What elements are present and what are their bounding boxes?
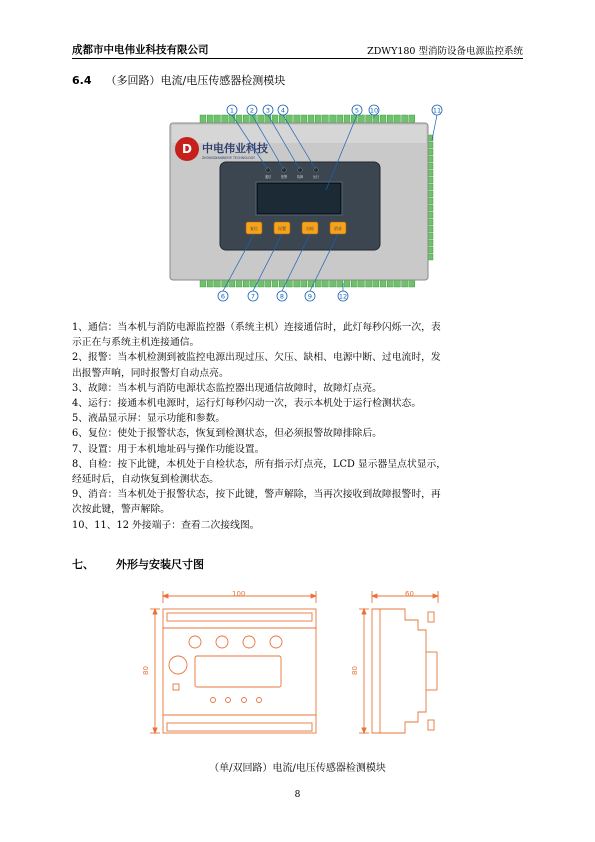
list-item-line: 次按此键，警声解除。 (72, 504, 170, 516)
callout-number: 10 (369, 106, 379, 115)
header-company: 成都市中电伟业科技有限公司 (72, 44, 209, 56)
svg-text:D: D (182, 142, 192, 156)
front-width-label: 100 (232, 590, 246, 598)
brand-name-en: ZHONGDIANWEIYE TECHNOLOGY (202, 156, 255, 160)
list-item-line: 示正在与系统主机连接通信。 (72, 337, 200, 349)
section-number: 6.4 (72, 74, 92, 87)
panel-button-label: 消音 (334, 226, 342, 231)
callout-number: 2 (249, 106, 255, 115)
figure-caption: （单/双回路）电流/电压传感器检测模块 (209, 763, 386, 774)
list-item-line: 3、故障：当本机与消防电源状态监控器出现通信故障时，故障灯点亮。 (72, 382, 382, 394)
callout-number: 9 (307, 292, 313, 301)
list-item-line: 7、设置：用于本机地址码与操作功能设置。 (72, 443, 265, 455)
section7-number: 七、 (72, 558, 94, 571)
led-label: 故障 (296, 175, 304, 179)
led-label: 运行 (312, 175, 320, 179)
side-view (351, 590, 438, 733)
side-height-label: 80 (351, 666, 359, 675)
callout-number: 1 (229, 106, 235, 115)
callout-number: 11 (432, 106, 442, 115)
side-width-label: 60 (405, 590, 414, 598)
list-item-line: 4、运行：接通本机电源时，运行灯每秒闪动一次，表示本机处于运行检测状态。 (72, 398, 422, 410)
page-number: 8 (294, 790, 301, 800)
list-item-line: 8、自检：按下此键，本机处于自检状态，所有指示灯点亮，LCD 显示器呈点状显示， (72, 458, 447, 470)
front-height-label: 80 (142, 666, 150, 675)
led-label: 通信 (264, 175, 272, 179)
callout-number: 7 (250, 292, 256, 301)
callout-number: 12 (338, 292, 348, 301)
led-label: 报警 (280, 175, 288, 179)
list-item-line: 5、液晶显示屏：显示功能和参数。 (72, 413, 226, 425)
section7-title: 外形与安装尺寸图 (116, 558, 204, 571)
callout-number: 8 (279, 292, 285, 301)
brand-name: 中电伟业科技 (202, 142, 268, 155)
list-item-line: 2、报警：当本机检测到被监控电源出现过压、欠压、缺相、电源中断、过电流时，发 (72, 352, 441, 364)
panel-button-label: 自检 (306, 226, 314, 231)
list-item-line: 经延时后，自动恢复到检测状态。 (72, 474, 219, 486)
list-item-line: 10、11、12 外接端子：查看二次接线图。 (72, 519, 260, 531)
front-view (142, 590, 316, 733)
header-doc-title: ZDWY180 型消防设备电源监控系统 (367, 46, 523, 57)
callout-number: 3 (265, 106, 271, 115)
callout-number: 4 (280, 106, 286, 115)
callout-number: 6 (220, 292, 226, 301)
panel-button-label: 复位 (250, 226, 258, 231)
list-item-line: 1、通信：当本机与消防电源监控器（系统主机）连接通信时，此灯每秒闪烁一次，表 (72, 322, 441, 333)
section-title: （多回路）电流/电压传感器检测模块 (105, 74, 286, 87)
list-item-line: 9、消音：当本机处于报警状态，按下此键，警声解除，当再次接收到故障报警时，再 (72, 489, 441, 501)
list-item-line: 出报警声响，同时报警灯自动点亮。 (72, 367, 229, 379)
list-item-line: 6、复位：使处于报警状态，恢复到检测状态，但必须报警故障排除后。 (72, 428, 382, 440)
callout-number: 5 (354, 106, 360, 115)
panel-button-label: 设置 (278, 226, 286, 231)
